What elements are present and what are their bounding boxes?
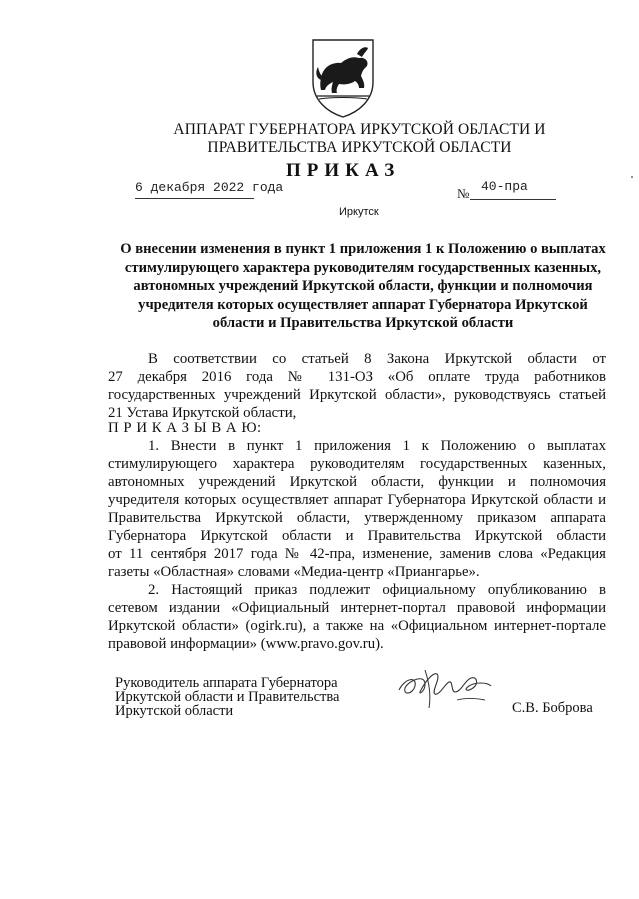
item1-line: 1. Внести в пункт 1 приложения 1 к Положению о выплатах — [148, 438, 606, 454]
signatory-position-line: Руководитель аппарата Губернатора — [115, 675, 338, 691]
preamble-line: 27 декабря 2016 года № 131-ОЗ «Об оплате труда работников — [108, 369, 606, 385]
handwritten-signature — [395, 662, 495, 712]
heading-line: О внесении изменения в пункт 1 приложения 1 к Положению о выплатах — [120, 241, 606, 257]
document-type: ПРИКАЗ — [286, 160, 401, 181]
coat-of-arms-icon — [307, 36, 379, 120]
document-date: 6 декабря 2022 года — [135, 180, 284, 195]
number-underline — [470, 199, 556, 200]
item2-line: 2. Настоящий приказ подлежит официальному опубликованию в — [148, 582, 606, 598]
item1-line: Правительства Иркутской области, утвержденному приказом аппарата — [108, 510, 606, 526]
item2-line: сетевом издании «Официальный интернет-портал правовой информации — [108, 600, 606, 616]
scan-speck — [631, 176, 633, 178]
heading-line: автономных учреждений Иркутской области, функции и полномочия — [133, 278, 593, 295]
org-name-line-2: ПРАВИТЕЛЬСТВА ИРКУТСКОЙ ОБЛАСТИ — [207, 139, 512, 156]
city: Иркутск — [339, 206, 379, 218]
item1-line: стимулирующего характера руководителям государственных казенных, — [108, 456, 606, 472]
number-sign: № — [457, 186, 470, 201]
heading-line: стимулирующего характера руководителям государственных казенных, — [124, 259, 602, 276]
item1-line: автономных учреждений Иркутской области, функции и полномочия — [108, 474, 606, 490]
item1-line: от 11 сентября 2017 года № 42-пра, изменение, заменив слова «Редакция — [108, 546, 606, 562]
signatory-name: С.В. Боброва — [512, 700, 593, 716]
heading-line: учредителя которых осуществляет аппарат Губернатора Иркутской — [138, 296, 588, 313]
preamble-line: В соответствии со статьей 8 Закона Иркутской области от — [148, 351, 606, 367]
heading-line: области и Правительства Иркутской области — [212, 315, 514, 332]
order-heading — [108, 240, 618, 333]
order-word: П Р И К А З Ы В А Ю: — [108, 420, 262, 436]
item2-line: правовой информации» (www.pravo.gov.ru). — [108, 636, 384, 652]
item1-line: учредителя которых осуществляет аппарат Губернатора Иркутской области и — [108, 492, 606, 508]
signatory-position-line: Иркутской области и Правительства — [115, 689, 340, 705]
org-name-line-1: АППАРАТ ГУБЕРНАТОРА ИРКУТСКОЙ ОБЛАСТИ И — [173, 121, 546, 138]
preamble-line: 21 Устава Иркутской области, — [108, 405, 297, 421]
document-number: 40-пра — [481, 179, 528, 194]
signatory-position-line: Иркутской области — [115, 703, 234, 719]
item2-line: Иркутской области» (ogirk.ru), а также на «Официальном интернет-портале — [108, 618, 606, 634]
date-underline — [135, 198, 254, 199]
preamble-line: государственных учреждений Иркутской области», руководствуясь статьей — [108, 387, 606, 403]
item1-line: Губернатора Иркутской области и Правительства Иркутской области — [108, 528, 606, 544]
item1-line: газеты «Областная» словами «Медиа-центр «Приангарье». — [108, 564, 480, 580]
